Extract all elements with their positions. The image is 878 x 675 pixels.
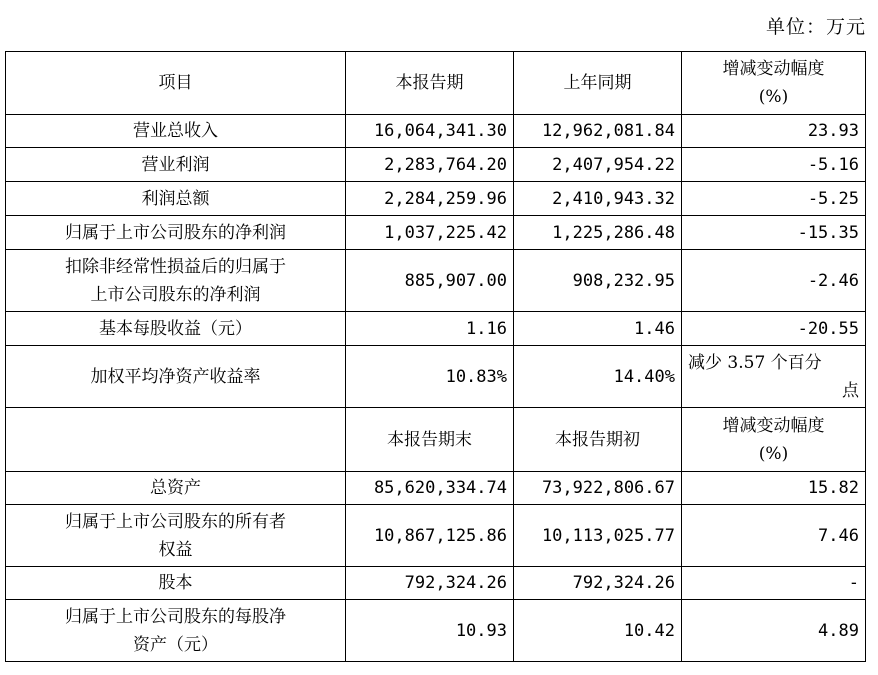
table-row	[6, 115, 866, 148]
row-current: 10.83%	[346, 346, 514, 408]
table-row	[6, 505, 866, 567]
header2-period-end: 本报告期末	[346, 408, 514, 472]
row-change: -5.25	[682, 182, 866, 216]
row-label	[6, 250, 346, 312]
row-current: 885,907.00	[346, 250, 514, 312]
header-change-line1: 增减变动幅度	[722, 59, 825, 79]
row-prior: 2,410,943.32	[514, 182, 682, 216]
row-change: -15.35	[682, 216, 866, 250]
header2-period-start: 本报告期初	[514, 408, 682, 472]
financial-summary-table	[5, 51, 866, 662]
table-header-row-2	[6, 408, 866, 472]
header-current-period: 本报告期	[346, 52, 514, 115]
row-label	[6, 505, 346, 567]
row-change: 7.46	[682, 505, 866, 567]
row-prior: 12,962,081.84	[514, 115, 682, 148]
row-prior: 908,232.95	[514, 250, 682, 312]
row-prior: 10.42	[514, 600, 682, 662]
table-row	[6, 312, 866, 346]
table-header-row	[6, 52, 866, 115]
row-label: 股本	[6, 567, 346, 600]
row-prior: 1.46	[514, 312, 682, 346]
row-prior: 792,324.26	[514, 567, 682, 600]
row-label: 总资产	[6, 472, 346, 505]
row-change: -	[682, 567, 866, 600]
row-current: 792,324.26	[346, 567, 514, 600]
row-prior: 10,113,025.77	[514, 505, 682, 567]
row-change: 23.93	[682, 115, 866, 148]
row-change: 4.89	[682, 600, 866, 662]
row-label: 营业总收入	[6, 115, 346, 148]
row-current: 10.93	[346, 600, 514, 662]
row-label-line1: 归属于上市公司股东的每股净	[65, 606, 286, 627]
row-current: 16,064,341.30	[346, 115, 514, 148]
row-label: 归属于上市公司股东的净利润	[6, 216, 346, 250]
table-row	[6, 346, 866, 408]
row-current: 2,283,764.20	[346, 148, 514, 182]
row-prior: 2,407,954.22	[514, 148, 682, 182]
row-label-line1: 扣除非经常性损益后的归属于	[65, 256, 286, 277]
row-label: 基本每股收益（元）	[6, 312, 346, 346]
table-row	[6, 182, 866, 216]
row-change	[682, 346, 866, 408]
row-label-line2: 上市公司股东的净利润	[90, 284, 261, 305]
row-label: 利润总额	[6, 182, 346, 216]
header2-item-blank	[6, 408, 346, 472]
row-prior: 73,922,806.67	[514, 472, 682, 505]
row-current: 2,284,259.96	[346, 182, 514, 216]
row-change: -2.46	[682, 250, 866, 312]
unit-label: 单位：万元	[765, 16, 866, 38]
row-change: 15.82	[682, 472, 866, 505]
header-item: 项目	[6, 52, 346, 115]
header-change-line2: (%)	[758, 87, 789, 107]
header2-change-line2: (%)	[758, 443, 789, 464]
header2-change-line1: 增减变动幅度	[722, 415, 825, 436]
table-row	[6, 148, 866, 182]
row-label-line2: 权益	[158, 539, 193, 560]
row-current: 10,867,125.86	[346, 505, 514, 567]
row-change-line1: 减少 3.57 个百分	[688, 352, 822, 373]
row-prior: 1,225,286.48	[514, 216, 682, 250]
row-label: 营业利润	[6, 148, 346, 182]
row-current: 1.16	[346, 312, 514, 346]
row-label-line2: 资产（元）	[133, 634, 218, 655]
row-label-line1: 归属于上市公司股东的所有者	[65, 511, 286, 532]
table-row	[6, 600, 866, 662]
row-prior: 14.40%	[514, 346, 682, 408]
row-current: 85,620,334.74	[346, 472, 514, 505]
row-change: -20.55	[682, 312, 866, 346]
table-row	[6, 472, 866, 505]
row-current: 1,037,225.42	[346, 216, 514, 250]
table-row	[6, 567, 866, 600]
header-change	[682, 52, 866, 115]
header-prior-period: 上年同期	[514, 52, 682, 115]
row-label	[6, 600, 346, 662]
row-change: -5.16	[682, 148, 866, 182]
row-label: 加权平均净资产收益率	[6, 346, 346, 408]
table-row	[6, 250, 866, 312]
header2-change	[682, 408, 866, 472]
table-row	[6, 216, 866, 250]
row-change-line2: 点	[842, 380, 859, 401]
